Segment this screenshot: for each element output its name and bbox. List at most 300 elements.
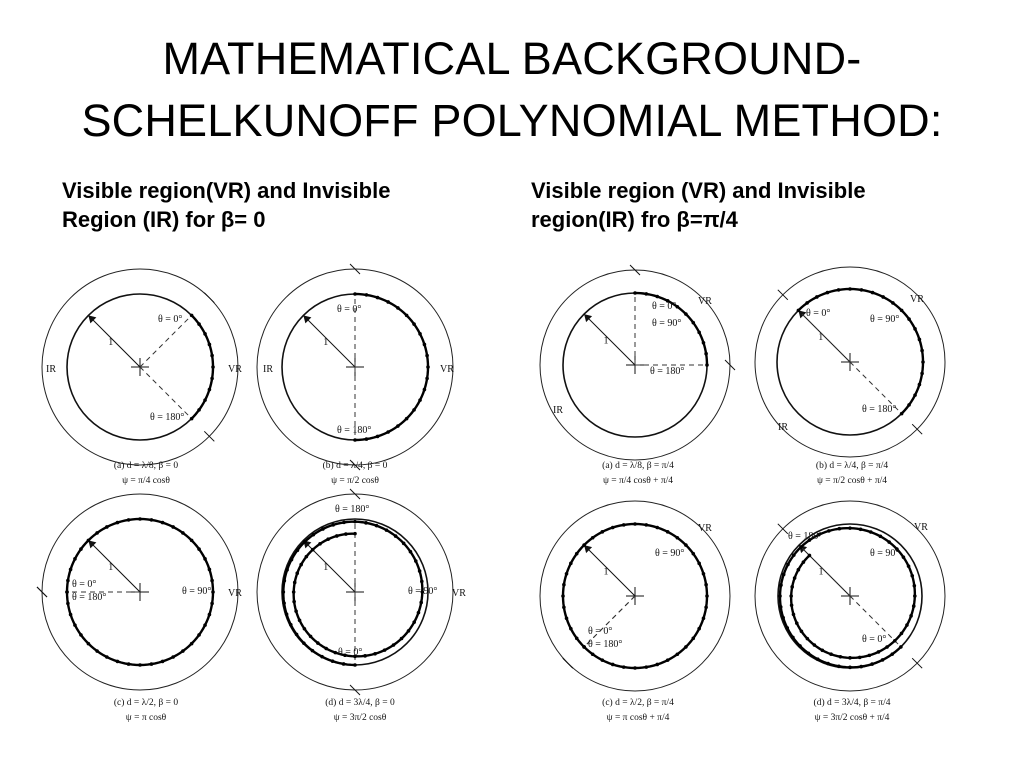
vr-label: VR [452,588,466,599]
sample-dot [800,629,804,633]
sample-dot [921,360,925,364]
figure-b-beta45 [755,267,945,486]
sample-dot [292,600,296,604]
sample-dot [95,531,99,535]
sample-dot [705,363,709,367]
sample-dot [859,527,863,531]
sample-dot [405,314,409,318]
boundary-tick-start [204,293,214,303]
sample-dot [127,662,131,666]
sample-dot [704,352,708,356]
sample-dot [87,642,91,646]
figure-formula: ψ = π/2 cosθ + π/4 [816,476,888,486]
sample-dot [909,614,913,618]
sample-dot [171,525,175,529]
theta-label: θ = 180° [588,639,623,650]
sample-dot [781,616,785,620]
sample-dot [190,539,194,543]
vr-label: VR [228,364,242,375]
theta-label: θ = 0° [337,304,362,315]
figure-caption: (d) d = 3λ/4, β = π/4 [813,698,891,708]
sample-dot [423,343,427,347]
sample-dot [913,584,917,588]
sample-dot [105,655,109,659]
sample-dot [779,605,783,609]
sample-dot [316,641,320,645]
sample-dot [918,383,922,387]
sample-dot [779,583,783,587]
sample-dot [870,662,874,666]
theta-label: θ = 0° [652,301,677,312]
sample-dot [181,649,185,653]
sample-dot [353,663,357,667]
sample-dot [210,354,214,358]
theta-label: θ = 0° [588,626,613,637]
sample-dot [633,666,637,670]
sample-dot [285,612,289,616]
sample-dot [848,287,852,291]
ir-label: IR [553,405,563,416]
sample-dot [73,623,77,627]
sample-dot [293,581,297,585]
sample-dot [298,618,302,622]
sample-dot [210,377,214,381]
sample-dot [295,633,299,637]
sample-dot [684,645,688,649]
radius-label: 1 [603,335,609,347]
limit-dash-end [140,367,192,419]
sample-dot [309,635,313,639]
sample-dot [211,365,215,369]
sample-dot [282,590,286,594]
sample-dot [414,559,418,563]
figure-caption: (a) d = λ/8, β = π/4 [602,461,674,471]
sample-dot [69,568,73,572]
sample-dot [676,536,680,540]
sample-dot [334,651,338,655]
sample-dot [302,641,306,645]
sample-dot [871,291,875,295]
sample-dot [913,393,917,397]
sample-dot [591,652,595,656]
sample-dot [405,417,409,421]
sample-dot [299,563,303,567]
sample-dot [808,554,812,558]
sample-dot [208,388,212,392]
theta-label: θ = 180° [335,504,370,515]
sample-dot [702,616,706,620]
figure-formula: ψ = 3π/2 cosθ + π/4 [814,713,890,723]
figure-caption: (a) d = λ/8, β = 0 [113,461,179,471]
sample-dot [203,623,207,627]
sample-dot [296,548,300,552]
figure-formula: ψ = π/4 cosθ [122,476,170,486]
sample-dot [666,658,670,662]
sample-dot [418,398,422,402]
sample-dot [633,522,637,526]
sample-dot [282,601,286,605]
sample-dot [363,654,367,658]
sample-dot [697,562,701,566]
sample-dot [321,527,325,531]
sample-dot [420,580,424,584]
sample-dot [881,658,885,662]
sample-dot [837,665,841,669]
sample-dot [907,403,911,407]
theta-label: θ = 0° [338,647,363,658]
sample-dot [65,590,69,594]
sample-dot [353,438,357,442]
theta-label: θ = 90° [870,548,900,559]
sample-dot [839,655,843,659]
vr-label: VR [440,364,454,375]
sample-dot [782,573,786,577]
sample-dot [704,605,708,609]
sample-dot [622,523,626,527]
sample-dot [805,301,809,305]
sample-dot [66,579,70,583]
sample-dot [127,518,131,522]
sample-dot [294,609,298,613]
sample-dot [208,568,212,572]
figure-formula: ψ = π/2 cosθ [331,476,379,486]
sample-dot [150,518,154,522]
sample-dot [848,666,852,670]
figure-c-beta0 [37,494,242,723]
sample-dot [418,332,422,336]
figure-caption: (d) d = 3λ/4, β = 0 [325,698,395,708]
sample-dot [900,309,904,313]
sample-dot [66,602,70,606]
sample-dot [150,662,154,666]
sample-dot [386,430,390,434]
figure-a-beta45 [540,265,735,486]
sample-dot [210,579,214,583]
sample-dot [197,322,201,326]
sample-dot [562,605,566,609]
heading-beta-pi-over-4-line-1: Visible region (VR) and Invisible [531,178,866,203]
sample-dot [655,526,659,530]
visible-region-arc [192,315,213,418]
radius-label: 1 [818,332,824,344]
theta-label: θ = 180° [788,531,823,542]
figure-a-beta0 [42,269,242,486]
sample-dot [203,332,207,336]
sample-dot [344,532,348,536]
sample-dot [702,572,706,576]
sample-dot [655,663,659,667]
sample-dot [311,548,315,552]
sample-dot [190,314,194,318]
sample-dot [697,627,701,631]
sample-dot [877,650,881,654]
radius-label: 1 [323,337,329,349]
sample-dot [900,632,904,636]
sample-dot [303,540,307,544]
ir-label: IR [263,364,273,375]
sample-dot [419,601,423,605]
radius-line [584,545,635,596]
sample-dot [353,532,357,536]
sample-dot [312,533,316,537]
sample-dot [837,288,841,292]
sample-dot [633,291,637,295]
sample-dot [353,292,357,296]
sample-dot [890,652,894,656]
theta-label: θ = 0° [862,634,887,645]
sample-dot [320,655,324,659]
theta-label: θ = 90° [870,314,900,325]
sample-dot [913,594,917,598]
sample-dot [826,291,830,295]
theta-label: θ = 180° [650,366,685,377]
sample-dot [335,534,339,538]
sample-dot [691,552,695,556]
sample-dot [116,521,120,525]
sample-dot [318,542,322,546]
sample-dot [203,398,207,402]
sample-dot [285,568,289,572]
sample-dot [905,623,909,627]
sample-dot [791,636,795,640]
sample-dot [364,521,368,525]
sample-dot [611,663,615,667]
sample-dot [376,435,380,439]
sample-dot [813,643,817,647]
sample-dot [785,626,789,630]
sample-dot [569,627,573,631]
figure-b-beta0 [257,264,454,486]
sample-dot [789,594,793,598]
sample-dot [797,568,801,572]
sample-dot [290,558,294,562]
sample-dot [425,377,429,381]
sample-dot [806,637,810,641]
sample-dot [848,526,852,530]
sample-dot [95,649,99,653]
sample-dot [907,317,911,321]
sample-dot [601,658,605,662]
sample-dot [326,537,330,541]
sample-dot [601,530,605,534]
vr-label: VR [228,588,242,599]
sample-dot [365,293,369,297]
sample-dot [858,656,862,660]
sample-dot [920,372,924,376]
figure-caption: (b) d = λ/4, β = π/4 [815,461,889,471]
sample-dot [342,662,346,666]
vr-label: VR [914,522,928,533]
sample-dot [790,603,794,607]
sample-dot [426,365,430,369]
sample-dot [644,292,648,296]
sample-dot [900,412,904,416]
sample-dot [816,657,820,661]
sample-dot [190,417,194,421]
sample-dot [423,388,427,392]
sample-dot [666,530,670,534]
sample-dot [881,295,885,299]
sample-dot [353,520,357,524]
figure-d-beta45 [755,501,945,723]
ir-label: IR [778,422,788,433]
sample-dot [575,552,579,556]
sample-dot [197,408,201,412]
sample-dot [869,530,873,534]
sample-dot [87,539,91,543]
sample-dot [910,574,914,578]
figure-caption: (c) d = λ/2, β = π/4 [602,698,674,708]
sample-dot [848,656,852,660]
figure-caption: (c) d = λ/2, β = 0 [113,698,179,708]
sample-dot [778,594,782,598]
sample-dot [409,550,413,554]
sample-dot [899,645,903,649]
sample-dot [208,613,212,617]
figure-formula: ψ = π cosθ [125,713,167,723]
sample-dot [920,349,924,353]
sample-dot [396,424,400,428]
theta-label: θ = 90° [655,548,685,559]
sample-dot [885,645,889,649]
sample-dot [331,523,335,527]
sample-dot [400,637,404,641]
sample-dot [383,648,387,652]
sample-dot [786,563,790,567]
sample-dot [702,341,706,345]
sample-dot [412,322,416,326]
sample-dot [197,547,201,551]
sample-dot [879,535,883,539]
sample-dot [838,527,842,531]
sample-dot [792,613,796,617]
sample-dot [907,564,911,568]
sample-dot [815,295,819,299]
sample-dot [798,644,802,648]
theta-label: θ = 180° [72,592,107,603]
sample-dot [582,645,586,649]
sample-dot [116,660,120,664]
sample-dot [69,613,73,617]
sample-dot [79,547,83,551]
sample-dot [684,543,688,547]
sample-dot [376,296,380,300]
sample-dot [704,583,708,587]
sample-dot [197,633,201,637]
sample-dot [887,540,891,544]
heading-beta-zero-line-2: Region (IR) for β= 0 [62,207,266,232]
sample-dot [407,629,411,633]
sample-dot [655,295,659,299]
sample-dot [417,611,421,615]
sample-dot [412,408,416,412]
sample-dot [684,312,688,316]
sample-dot [826,662,830,666]
radius-line [584,314,635,365]
sample-dot [73,557,77,561]
sample-dot [902,555,906,559]
sample-dot [697,331,701,335]
sample-dot [311,649,315,653]
sample-dot [342,521,346,525]
heading-beta-zero-line-1: Visible region(VR) and Invisible [62,178,391,203]
theta-label: θ = 90° [408,586,438,597]
sample-dot [913,327,917,331]
figure-caption: (b) d = λ/4, β = 0 [322,461,388,471]
sample-dot [303,627,307,631]
figure-formula: ψ = π/4 cosθ + π/4 [602,476,674,486]
sample-dot [283,579,287,583]
radius-label: 1 [818,566,824,578]
theta-label: θ = 180° [150,412,185,423]
slide-title-line-2: SCHELKUNOFF POLYNOMIAL METHOD: [81,95,943,146]
heading-beta-pi-over-4-line-2: region(IR) fro β=π/4 [531,207,738,232]
vr-label: VR [698,296,712,307]
sample-dot [644,665,648,669]
sample-dot [373,652,377,656]
sample-dot [821,648,825,652]
figure-d-beta0 [257,489,466,723]
theta-label: θ = 0° [72,579,97,590]
sample-dot [790,585,794,589]
figure-formula: ψ = π cosθ + π/4 [606,713,670,723]
sample-dot [138,663,142,667]
sample-dot [190,642,194,646]
sample-dot [807,651,811,655]
radius-line [88,315,140,367]
theta-label: θ = 0° [806,308,831,319]
radius-label: 1 [108,337,114,349]
figure-formula: ψ = 3π/2 cosθ [333,713,387,723]
sample-dot [611,526,615,530]
radius-label: 1 [603,566,609,578]
sample-dot [386,300,390,304]
sample-dot [138,517,142,521]
sample-dot [181,531,185,535]
sample-dot [622,665,626,669]
sample-dot [705,594,709,598]
sample-dot [208,343,212,347]
sample-dot [211,590,215,594]
sample-dot [295,571,299,575]
sample-dot [161,660,165,664]
sample-dot [918,338,922,342]
sample-dot [792,553,796,557]
sample-dot [691,321,695,325]
sample-dot [203,557,207,561]
sample-dot [105,525,109,529]
sample-dot [644,523,648,527]
ir-label: IR [46,364,56,375]
sample-dot [799,545,803,549]
sample-dot [385,528,389,532]
sample-dot [394,534,398,538]
sample-dot [210,602,214,606]
sample-dot [79,633,83,637]
sample-dot [793,576,797,580]
boundary-tick-end [563,658,573,668]
vr-label: VR [910,294,924,305]
sample-dot [859,665,863,669]
sample-dot [402,542,406,546]
sample-dot [365,437,369,441]
sample-dot [795,621,799,625]
sample-dot [418,569,422,573]
theta-label: θ = 90° [652,318,682,329]
sample-dot [396,306,400,310]
sample-dot [893,639,897,643]
sample-dot [561,594,565,598]
